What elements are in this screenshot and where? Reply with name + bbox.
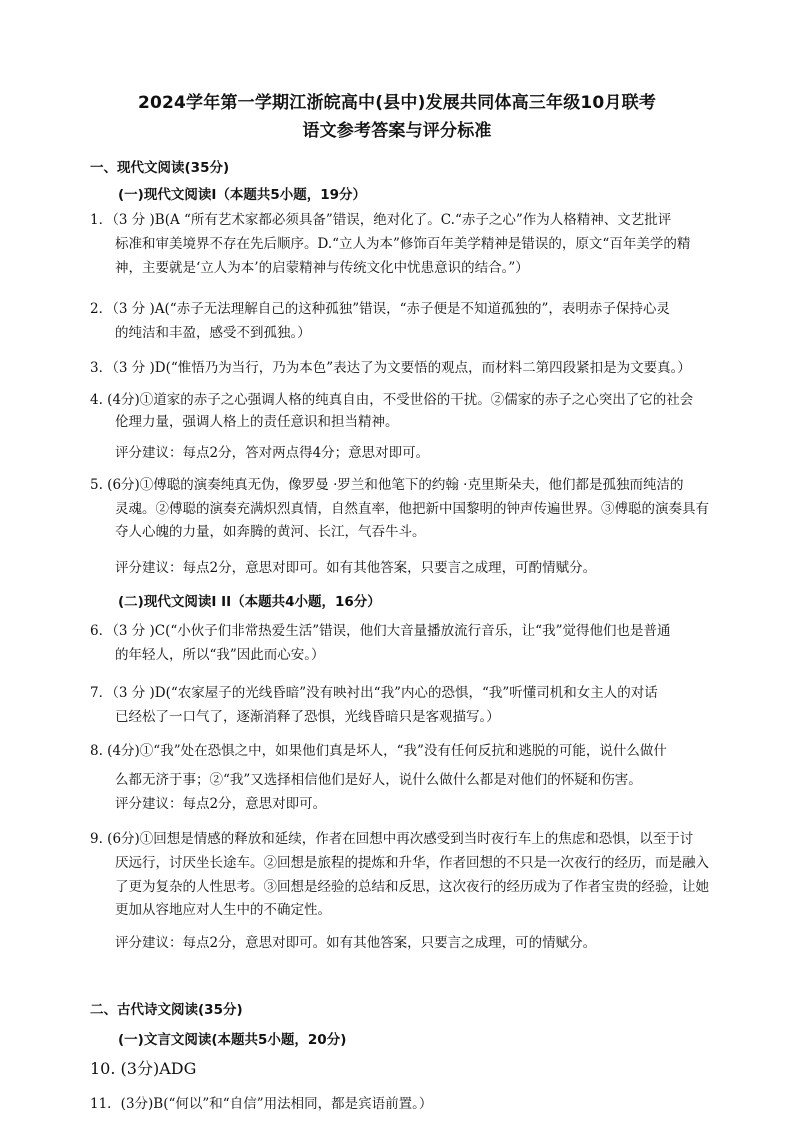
subsection-heading-reading-1: (一)现代文阅读I（本题共5小题，19分）	[118, 187, 367, 203]
answer-q5-line: 灵魂。②傅聪的演奏充满炽烈真情，自然直率，他把新中国黎明的钟声传遍世界。③傅聪的演奏具有	[115, 501, 709, 517]
answer-q8-line: 么都无济于事；②“我”又选择相信他们是好人，说什么做什么都是对他们的怀疑和伤害。	[115, 772, 642, 788]
answer-q1-line: 神，主要就是‘立人为本’的启蒙精神与传统文化中忧患意识的结合。”）	[115, 260, 529, 276]
answer-q1-line: 1．（3 分 )B(A “所有艺术家都必须具备”错误，绝对化了。C.“赤子之心”作为人格精神、文艺批评	[90, 212, 672, 228]
answer-q5-line: 夺人心魄的力量，如奔腾的黄河、长江，气吞牛斗。	[115, 524, 426, 540]
answer-q5-scoring: 评分建议：每点2分，意思对即可。如有其他答案，只要言之成理，可酌情赋分。	[115, 560, 597, 576]
document-title: 2024学年第一学期江浙皖高中(县中)发展共同体高三年级10月联考	[137, 93, 657, 113]
answer-q10-line: 10. (3分)ADG	[90, 1059, 197, 1078]
answer-q5-line: 5. (6分)①傅聪的演奏纯真无伪，像罗曼 ·罗兰和他笔下的约翰 ·克里斯朵夫，他们都是孤独而纯洁的	[90, 477, 684, 493]
section-heading-classical-reading: 二、古代诗文阅读(35分)	[90, 1002, 243, 1018]
answer-q6-line: 的年轻人，所以“我”因此而心安。）	[115, 647, 325, 663]
answer-q6-line: 6．（3 分 )C(“小伙子们非常热爱生活”错误，他们大音量播放流行音乐，让“我”觉得他们也是普通	[90, 623, 671, 639]
answer-q2-line: 的纯洁和丰盈，感受不到孤独。）	[115, 325, 311, 341]
answer-q9-line: 9. (6分)①回想是情感的释放和延续，作者在回想中再次感受到当时夜行车上的焦虑和恐惧，以至于讨	[90, 831, 694, 847]
answer-q9-scoring: 评分建议：每点2分，意思对即可。如有其他答案，只要言之成理，可的情赋分。	[115, 935, 597, 951]
answer-q9-line: 了更为复杂的人性思考。③回想是经验的总结和反思，这次夜行的经历成为了作者宝贵的经验，让她	[115, 879, 709, 895]
answer-q7-line: 已经松了一口气了，逐渐消释了恐惧，光线昏暗只是客观描写。）	[115, 709, 500, 725]
answer-q3-line: 3．（3 分 )D(“惟悟乃为当行，乃为本色”表达了为文要悟的观点，而材料二第四段紧扣是为文要真。）	[90, 360, 691, 376]
answer-q8-line: 8. (4分)①“我”处在恐惧之中，如果他们真是坏人，“我”没有任何反抗和逃脱的可能，说什么做什	[90, 743, 667, 759]
answer-q1-line: 标准和审美境界不存在先后顺序。D.“立人为本”修饰百年美学精神是错误的，原文“百年美学的精	[115, 236, 691, 252]
subsection-heading-classical-1: (一)文言文阅读(本题共5小题，20分)	[118, 1032, 347, 1048]
answer-q2-line: 2．（3 分 )A(“赤子无法理解自己的这种孤独”错误，“赤子便是不知道孤独的”，表明赤子保持心灵	[90, 301, 670, 317]
section-heading-modern-reading: 一、现代文阅读(35分)	[90, 160, 230, 176]
answer-q4-scoring: 评分建议：每点2分，答对两点得4分；意思对即可。	[115, 445, 430, 461]
answer-q4-line: 伦理力量，强调人格上的责任意识和担当精神。	[115, 414, 399, 430]
answer-q4-line: 4. (4分)①道家的赤子之心强调人格的纯真自由，不受世俗的干扰。②儒家的赤子之心突出了它的社会	[90, 392, 694, 408]
answer-q8-scoring: 评分建议：每点2分，意思对即可。	[115, 796, 327, 812]
answer-q9-line: 厌远行，讨厌坐长途车。②回想是旅程的提炼和升华，作者回想的不只是一次夜行的经历，而是融入	[115, 855, 709, 871]
document-subtitle: 语文参考答案与评分标准	[302, 121, 492, 141]
subsection-heading-reading-2: (二)现代文阅读I II（本题共4小题，16分）	[118, 594, 381, 610]
answer-q11-line: 11．(3分)B(“何以”和“自信”用法相同，都是宾语前置。）	[90, 1096, 433, 1112]
answer-q7-line: 7．（3 分 )D(“农家屋子的光线昏暗”没有映衬出“我”内心的恐惧，“我”听懂司机和女主人的对话	[90, 685, 658, 701]
answer-q9-line: 更加从容地应对人生中的不确定性。	[115, 902, 331, 918]
